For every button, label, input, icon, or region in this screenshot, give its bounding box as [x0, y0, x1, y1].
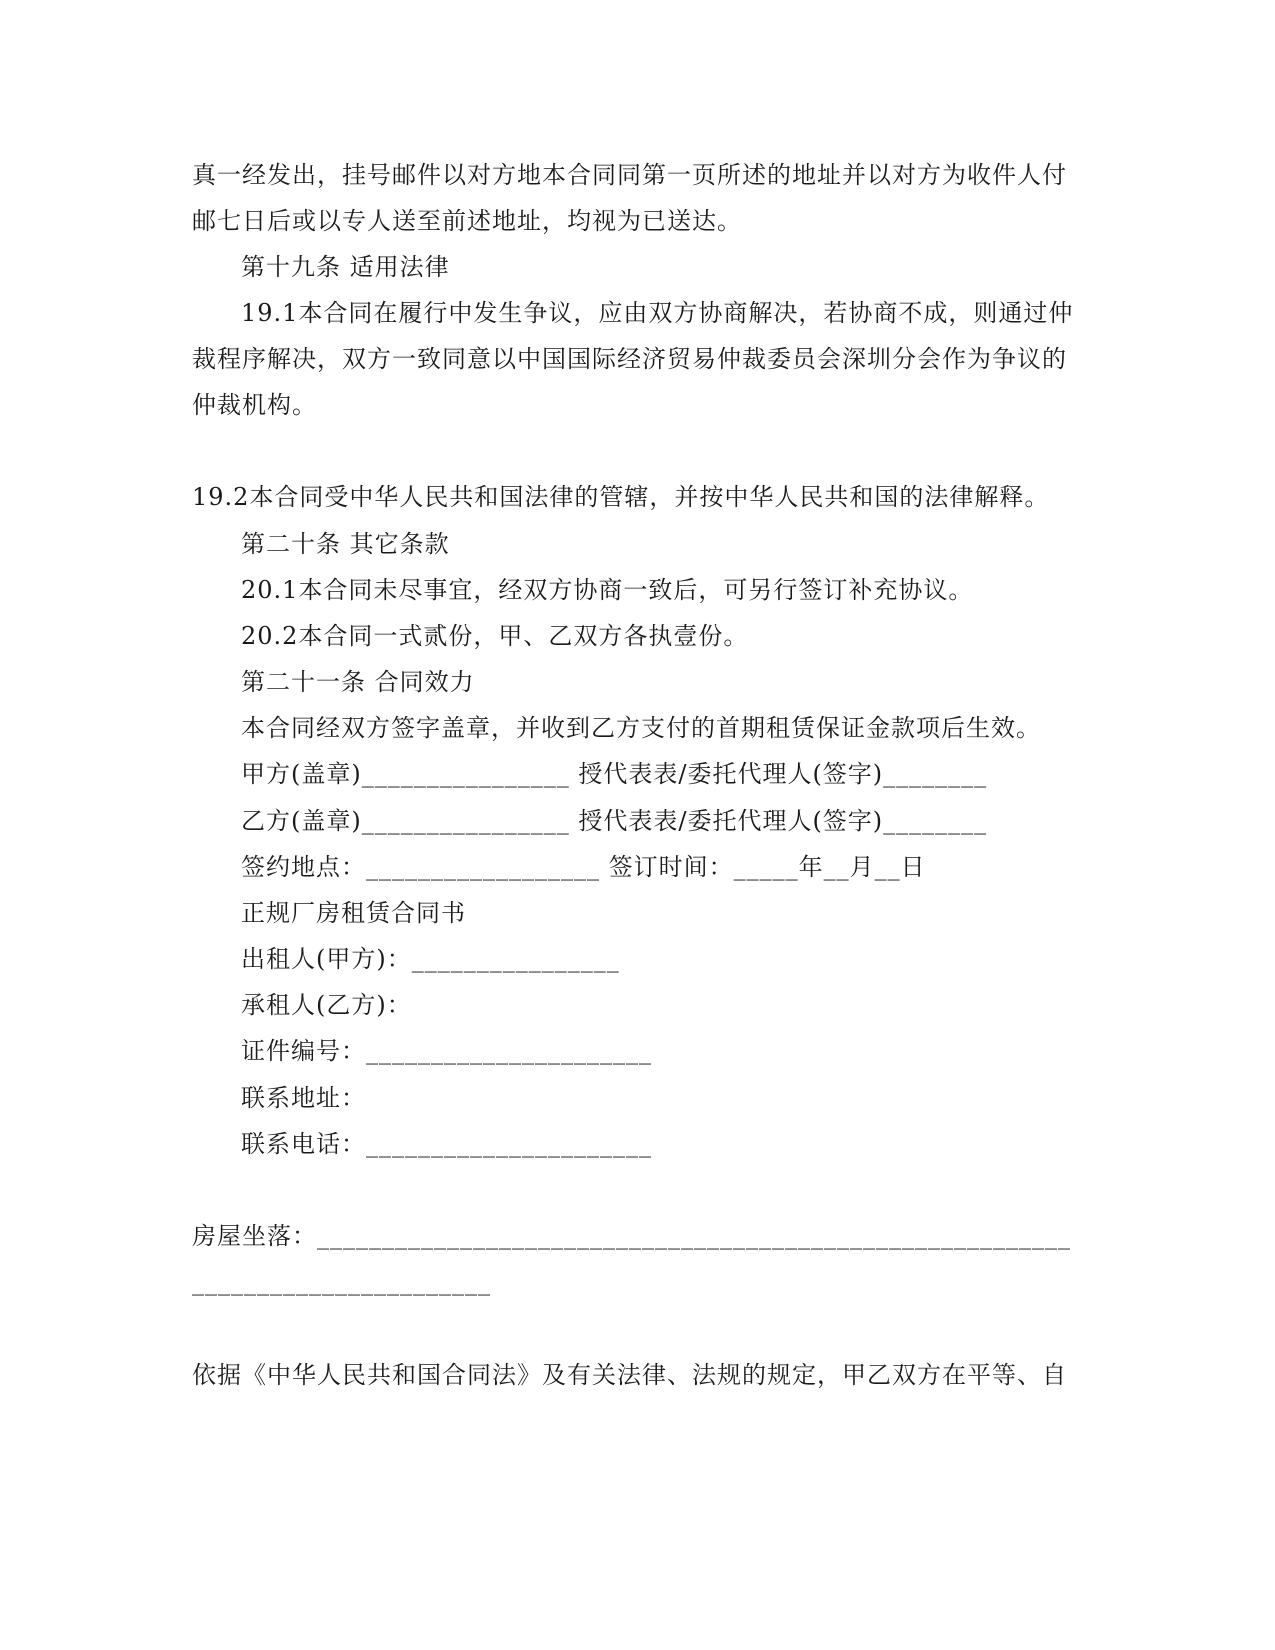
signing-place-date-line: 签约地点：__________________ 签订时间：_____年__月__日 [241, 853, 926, 881]
article-heading: 第二十一条 合同效力 [241, 668, 475, 696]
signature-line-party-b: 乙方(盖章)________________ 授代表表/委托代理人(签字)________ [241, 807, 988, 835]
text-line: 仲裁机构。 [192, 391, 317, 419]
property-location-field: 房屋坐落：__________________________________________________________ [192, 1222, 1071, 1250]
text-line: 依据《中华人民共和国合同法》及有关法律、法规的规定，甲乙双方在平等、自 [192, 1361, 1067, 1389]
lessee-field: 承租人(乙方)： [241, 991, 412, 1019]
article-heading: 第十九条 适用法律 [241, 253, 450, 281]
phone-field: 联系电话：______________________ [241, 1130, 652, 1158]
contract-title: 正规厂房租赁合同书 [241, 899, 466, 927]
article-heading: 第二十条 其它条款 [241, 530, 450, 558]
clause-text: 20.1本合同未尽事宜，经双方协商一致后，可另行签订补充协议。 [241, 576, 974, 604]
text-line: 裁程序解决，双方一致同意以中国国际经济贸易仲裁委员会深圳分会作为争议的 [192, 345, 1067, 373]
clause-text: 19.1本合同在履行中发生争议，应由双方协商解决，若协商不成，则通过仲 [241, 299, 1074, 327]
clause-text: 20.2本合同一式贰份，甲、乙双方各执壹份。 [241, 622, 749, 650]
clause-text: 本合同经双方签字盖章，并收到乙方支付的首期租赁保证金款项后生效。 [241, 714, 1041, 742]
text-line: 邮七日后或以专人送至前述地址，均视为已送达。 [192, 207, 742, 235]
property-location-continuation: _______________________ [192, 1268, 491, 1296]
clause-text: 19.2本合同受中华人民共和国法律的管辖，并按中华人民共和国的法律解释。 [192, 483, 1050, 511]
text-line: 真一经发出，挂号邮件以对方地本合同同第一页所述的地址并以对方为收件人付 [192, 161, 1067, 189]
lessor-field: 出租人(甲方)：________________ [241, 945, 620, 973]
id-number-field: 证件编号：______________________ [241, 1037, 652, 1065]
address-field: 联系地址： [241, 1084, 366, 1112]
signature-line-party-a: 甲方(盖章)________________ 授代表表/委托代理人(签字)________ [241, 760, 988, 788]
